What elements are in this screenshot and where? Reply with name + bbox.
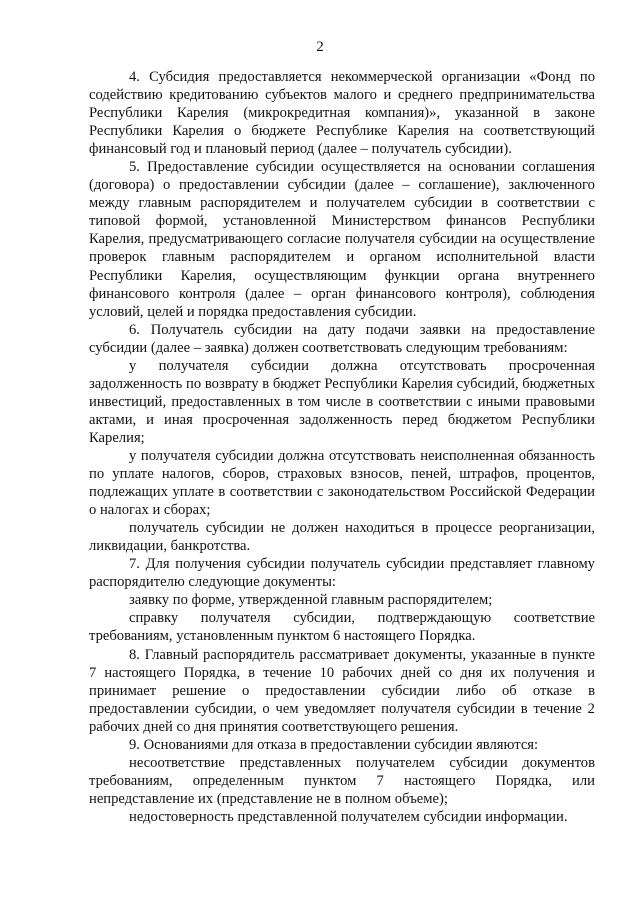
paragraph-document-certificate: справку получателя субсидии, подтверждающую соответствие требованиям, установленным пунктом 6 настоящего Порядка. bbox=[89, 610, 595, 645]
paragraph-item-8: 8. Главный распорядитель рассматривает документы, указанные в пункте 7 настоящего Порядка, в течение 10 рабочих дней со дня их получения и принимает решение о предоставлении субсидии либо об отказе в предоставлении субсидии, о чем уведомляет получателя субсидии в течение 2 рабочих дней со дня принятия соответствующего решения. bbox=[89, 646, 595, 735]
paragraph-refusal-information: недостоверность представленной получателем субсидии информации. bbox=[129, 808, 568, 825]
paragraph-requirement-taxes: у получателя субсидии должна отсутствовать неисполненная обязанность по уплате налогов, сборов, страховых взносов, пеней, штрафов, процентов, подлежащих уплате в соответствии с законодательством Российской Федерации о налогах и сборах; bbox=[89, 447, 595, 519]
paragraph-item-9: 9. Основаниями для отказа в предоставлении субсидии являются: bbox=[129, 736, 539, 753]
page-number: 2 bbox=[316, 39, 324, 55]
paragraph-item-4: 4. Субсидия предоставляется некоммерческой организации «Фонд по содействию кредитованию субъектов малого и среднего предпринимательства Республики Карелия (микрокредитная компания)», указанной в законе Республики Карелия о бюджете Республике Карелия на соответствующий финансовый год и плановый период (далее – получатель субсидии). bbox=[89, 69, 595, 158]
paragraph-document-application: заявку по форме, утвержденной главным распорядителем; bbox=[129, 592, 493, 609]
paragraph-item-6: 6. Получатель субсидии на дату подачи заявки на предоставление субсидии (далее – заявка) должен соответствовать следующим требованиям: bbox=[89, 321, 595, 356]
paragraph-requirement-debt: у получателя субсидии должна отсутствовать просроченная задолженность по возврату в бюджет Республики Карелия субсидий, бюджетных инвестиций, предоставленных в том числе в соответствии с иными правовыми актами, и иная просроченная задолженность перед бюджетом Республики Карелия; bbox=[89, 357, 595, 446]
paragraph-item-7: 7. Для получения субсидии получатель субсидии представляет главному распорядителю следующие документы: bbox=[89, 556, 595, 591]
document-body bbox=[89, 68, 595, 826]
paragraph-item-5: 5. Предоставление субсидии осуществляется на основании соглашения (договора) о предоставлении субсидии (далее – соглашение), заключенного между главным распорядителем и получателем субсидии в соответствии с типовой формой, установленной Министерством финансов Республики Карелия, предусматривающего согласие получателя субсидии на осуществление проверок главным распорядителем и органом исполнительной власти Республики Карелия, осуществляющим функции органа внутреннего финансового контроля (далее – орган финансового контроля), соблюдения условий, целей и порядка предоставления субсидии. bbox=[89, 159, 595, 320]
paragraph-refusal-documents: несоответствие представленных получателем субсидии документов требованиям, определенным пунктом 7 настоящего Порядка, или непредставление их (представление не в полном объеме); bbox=[89, 754, 595, 807]
paragraph-requirement-reorganization: получатель субсидии не должен находиться в процессе реорганизации, ликвидации, банкротства. bbox=[89, 520, 595, 555]
